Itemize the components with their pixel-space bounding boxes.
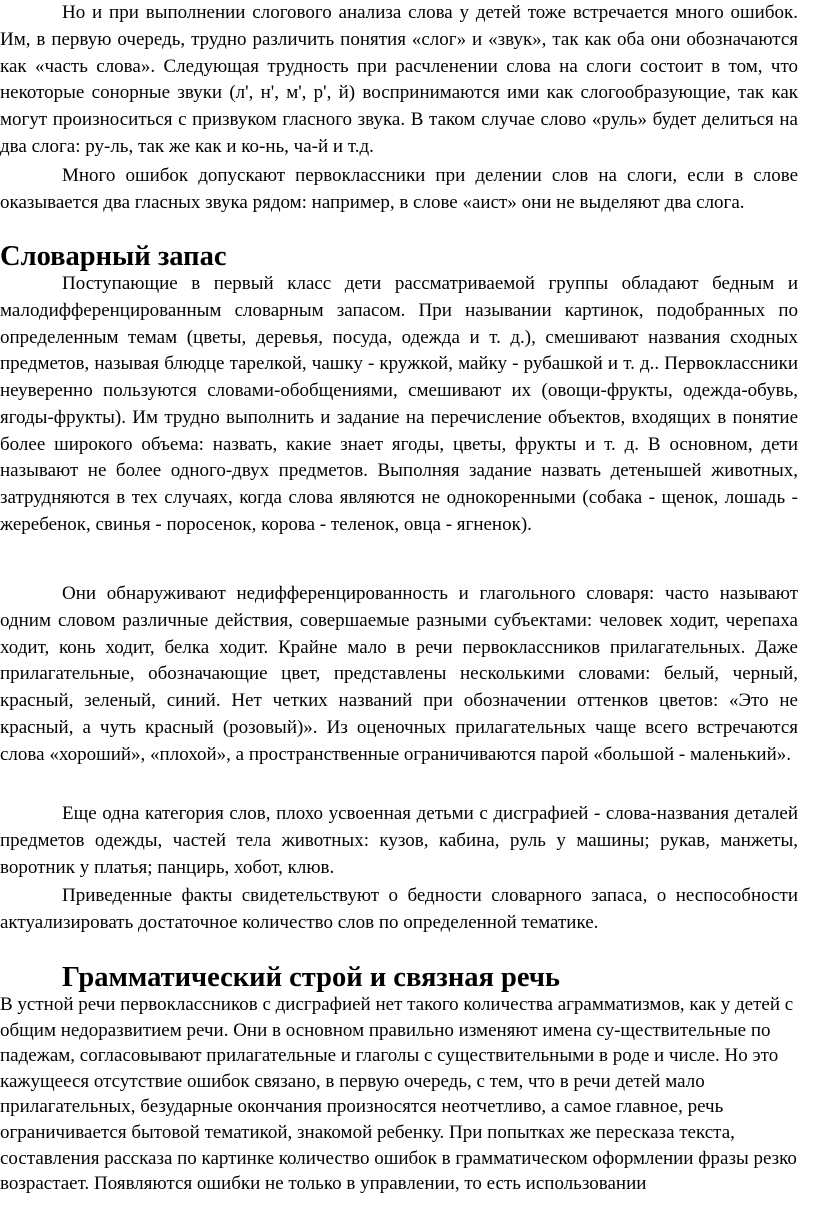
paragraph-grammar-errors: В устной речи первоклассников с дисграфией нет такого количества аграмматизмов, как у детей с общим недоразвитием речи. Они в основном правильно изменяют имена су-ществительные по падежам, согласовывают прилагательные и глаголы с существительными в роде и числе. Но это кажущееся отсутствие ошибок связано, в первую очередь, с тем, что в речи детей мало прилагательных, безударные окончания произносятся неотчетливо, а самое главное, речь ограничивается бытовой тематикой, знакомой ребенку. При попытках же пересказа текста, составления рассказа по картинке количество ошибок в грамматическом оформлении фразы резко возрастает. Появляются ошибки не только в управлении, то есть использовании [0,994,797,1195]
paragraph-vowel-errors: Много ошибок допускают первоклассники при делении слов на слоги, если в слове оказывается два гласных звука рядом: например, в слове «аист» они не выделяют два слога. [0,165,798,213]
paragraph-facts-summary: Приведенные факты свидетельствуют о бедности словарного запаса, о неспособности актуализировать достаточное количество слов по определенной тематике. [0,885,798,933]
paragraph-verb-vocabulary: Они обнаруживают недифференцированность и глагольного словаря: часто называют одним словом различные действия, совершаемые разными субъектами: человек ходит, черепаха ходит, конь ходит, белка ходит. Крайне мало в речи первоклассников прилагательных. Даже прилагательные, обозначающие цвет, представлены несколькими словами: белый, черный, красный, зеленый, синий. Нет четких названий при обозначении оттенков цветов: «Это не красный, а чуть красный (розовый)». Из оценочных прилагательных чаще всего встречаются слова «хороший», «плохой», а пространственные ограничиваются парой «большой - маленький». [0,583,798,765]
paragraph-clothing-parts: Еще одна категория слов, плохо усвоенная детьми с дисграфией - слова-названия деталей предметов одежды, частей тела животных: кузов, кабина, руль у машины; рукав, манжеты, воротник у платья; панцирь, хобот, клюв. [0,803,798,878]
paragraph-vocabulary-poor: Поступающие в первый класс дети рассматриваемой группы обладают бедным и малодифференцированным словарным запасом. При назывании картинок, подобранных по определенным темам (цветы, деревья, посуда, одежда и т. д.), смешивают названия сходных предметов, называя блюдце тарелкой, чашку - кружкой, майку - рубашкой и т. д.. Первоклассники неуверенно пользуются словами-обобщениями, смешивают их (овощи-фрукты, одежда-обувь, ягоды-фрукты). Им трудно выполнить и задание на перечисление объектов, входящих в понятие более широкого объема: назвать, какие знает ягоды, цветы, фрукты и т. д. В основном, дети называют не более одного-двух предметов. Выполняя задание назвать детенышей животных, затрудняются в тех случаях, когда слова являются не однокоренными (собака - щенок, лошадь - жеребенок, свинья - поросенок, корова - теленок, овца - ягненок). [0,273,798,535]
heading-vocabulary: Словарный запас [0,241,227,272]
paragraph-syllable-analysis: Но и при выполнении слогового анализа слова у детей тоже встречается много ошибок. Им, в первую очередь, трудно различить понятия «слог» и «звук», так как оба они обозначаются как «часть слова». Следующая трудность при расчленении слова на слоги состоит в том, что некоторые сонорные звуки (л', н', м', р', й) воспринимаются ими как слогообразующие, так как могут произноситься с призвуком гласного звука. В таком случае слово «руль» будет делиться на два слога: ру-ль, так же как и ко-нь, ча-й и т.д. [0,2,798,157]
heading-grammar: Грамматический строй и связная речь [62,962,560,993]
